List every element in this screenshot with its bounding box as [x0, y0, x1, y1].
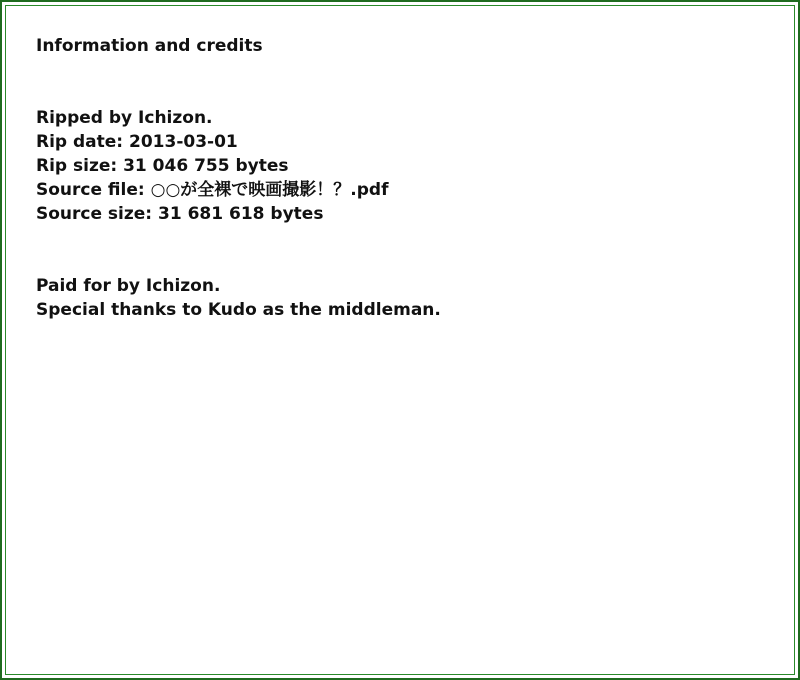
- rip-date-line: Rip date: 2013-03-01: [36, 132, 238, 152]
- credits-content: [36, 34, 441, 322]
- spacer: [36, 226, 441, 274]
- source-file-line: Source file: ○○が全裸で映画撮影！？.pdf: [36, 180, 389, 200]
- source-size-line: Source size: 31 681 618 bytes: [36, 204, 324, 224]
- special-thanks-line: Special thanks to Kudo as the middleman.: [36, 300, 441, 320]
- page-heading: Information and credits: [36, 36, 263, 56]
- paid-for-line: Paid for by Ichizon.: [36, 276, 221, 296]
- rip-size-line: Rip size: 31 046 755 bytes: [36, 156, 289, 176]
- ripped-by-line: Ripped by Ichizon.: [36, 108, 213, 128]
- spacer: [36, 58, 441, 106]
